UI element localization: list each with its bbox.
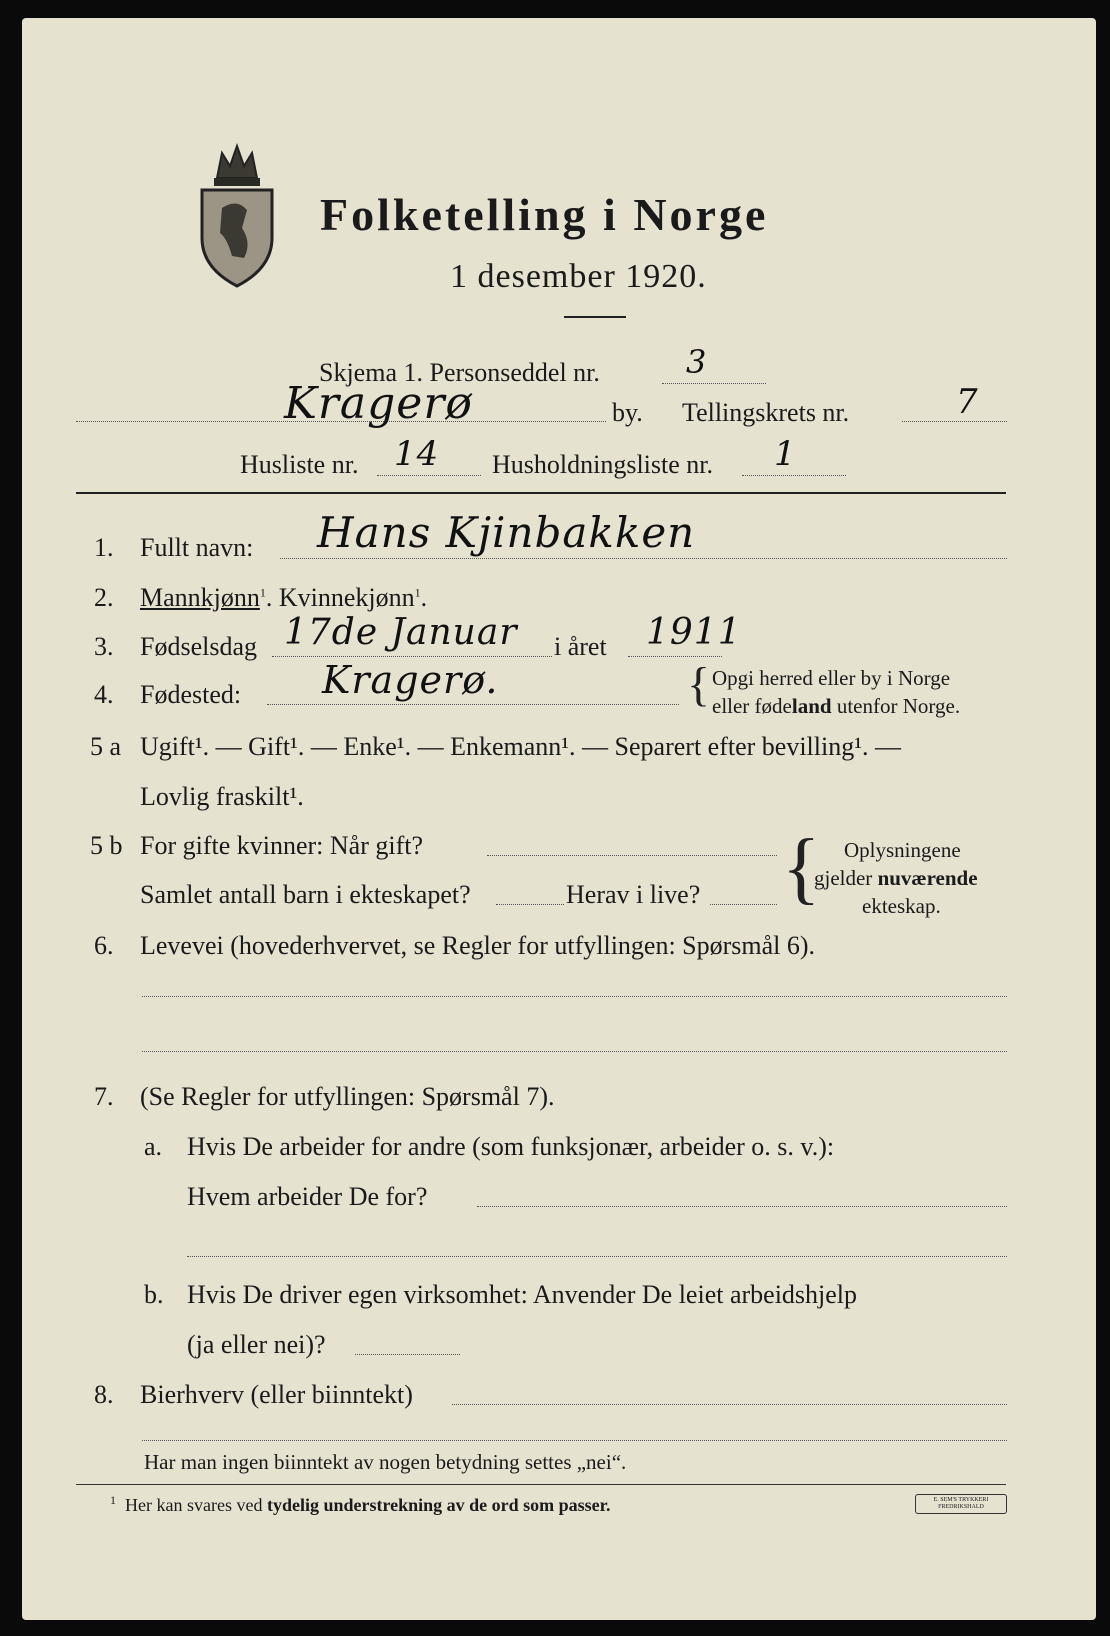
q4-line — [267, 704, 679, 705]
q2-number: 2. — [94, 583, 114, 612]
q3-year-line — [628, 656, 722, 657]
female-option[interactable]: Kvinnekjønn — [278, 583, 415, 612]
note-nei: Har man ingen biinntekt av nogen betydning settes „nei“. — [144, 1450, 627, 1474]
q6-label: Levevei (hovederhvervet, se Regler for utfyllingen: Spørsmål 6). — [140, 931, 816, 960]
q7b-line — [355, 1354, 460, 1355]
q8-line2 — [142, 1440, 1007, 1441]
q5a-options-line2[interactable]: Lovlig fraskilt¹. — [140, 782, 304, 811]
personseddel-value[interactable]: 3 — [686, 343, 708, 381]
q5b-children-label: Samlet antall barn i ekteskapet? — [140, 880, 471, 909]
q5a-options[interactable]: Ugift¹. — Gift¹. — Enke¹. — Enkemann¹. — Separert efter bevilling¹. — — [140, 732, 902, 761]
q4-number: 4. — [94, 680, 114, 709]
q7b-number: b. — [144, 1280, 164, 1309]
q6-line2 — [142, 1051, 1007, 1052]
q5b-brace: { — [782, 824, 821, 912]
husholdningsliste-value[interactable]: 1 — [774, 434, 797, 474]
q8-number: 8. — [94, 1380, 114, 1409]
q3-number: 3. — [94, 632, 114, 661]
q5b-number: 5 b — [90, 831, 123, 860]
q3-line — [272, 656, 552, 657]
q7a-number: a. — [144, 1132, 163, 1161]
q4-note-line2: eller fødeland utenfor Norge. — [712, 694, 961, 718]
birthplace-value[interactable]: Kragerø. — [322, 658, 499, 702]
q7a-extra-line — [187, 1256, 1007, 1257]
q8-line — [452, 1404, 1007, 1405]
q3-year-label: i året — [554, 632, 607, 661]
full-name-value[interactable]: Hans Kjinbakken — [317, 508, 696, 557]
q6-number: 6. — [94, 931, 114, 960]
q1-label: Fullt navn: — [140, 533, 254, 562]
q5b-note2: gjelder nuværende — [814, 866, 978, 890]
header-divider — [76, 492, 1006, 494]
form-title: Folketelling i Norge — [320, 189, 769, 240]
birth-year-value[interactable]: 1911 — [646, 612, 742, 653]
q5a-number: 5 a — [90, 732, 122, 761]
q7-label: (Se Regler for utfyllingen: Spørsmål 7). — [140, 1082, 555, 1111]
q7b-line1: Hvis De driver egen virksomhet: Anvender De leiet arbeidshjelp — [187, 1280, 858, 1309]
q5b-children-line — [496, 904, 564, 905]
skjema-label: Skjema 1. Personseddel nr. — [319, 358, 600, 387]
q5b-alive-line — [710, 904, 777, 905]
q1-line — [280, 558, 1007, 559]
skjema-line — [662, 383, 766, 384]
printer-stamp: E. SEM'S TRYKKERI FREDRIKSHALD — [915, 1494, 1007, 1514]
q3-label: Fødselsdag — [140, 632, 257, 661]
q2-sex-options: Mannkjønn$^1$. Kvinnekjønn$^1$. — [140, 583, 428, 612]
tellingskrets-label: Tellingskrets nr. — [682, 398, 850, 427]
q6-line1 — [142, 996, 1007, 997]
q7a-line2: Hvem arbeider De for? — [187, 1182, 428, 1211]
q1-number: 1. — [94, 533, 114, 562]
footnote: $^1$ Her kan svares ved tydelig understrekning av de ord som passer. — [110, 1493, 611, 1515]
male-option[interactable]: Mannkjønn — [140, 583, 260, 612]
title-divider — [564, 316, 626, 318]
husholdningsliste-label: Husholdningsliste nr. — [492, 450, 714, 479]
husliste-line — [377, 475, 481, 476]
q8-label: Bierhverv (eller biinntekt) — [140, 1380, 413, 1409]
place-value[interactable]: Kragerø — [284, 378, 473, 429]
husholdningsliste-line — [742, 475, 846, 476]
husliste-label: Husliste nr. — [240, 450, 359, 479]
q4-note-line1: Opgi herred eller by i Norge — [712, 666, 951, 690]
q5b-married-line — [487, 855, 777, 856]
q7-number: 7. — [94, 1082, 114, 1111]
census-form — [22, 18, 1096, 1620]
norway-coat-of-arms-icon — [192, 138, 282, 288]
q7b-line2: (ja eller nei)? — [187, 1330, 326, 1359]
q4-label: Fødested: — [140, 680, 242, 709]
tellingskrets-value[interactable]: 7 — [956, 382, 979, 422]
by-label: by. — [612, 398, 643, 427]
q5b-alive-label: Herav i live? — [566, 880, 701, 909]
q4-brace: { — [687, 658, 711, 711]
footer-divider — [76, 1484, 1006, 1485]
q7a-line — [477, 1206, 1007, 1207]
q5b-note1: Oplysningene — [844, 838, 961, 862]
q5b-line1: For gifte kvinner: Når gift? — [140, 831, 424, 860]
tellingskrets-line — [902, 421, 1007, 422]
census-date: 1 desember 1920. — [450, 258, 707, 295]
husliste-value[interactable]: 14 — [394, 434, 440, 474]
birthday-value[interactable]: 17de Januar — [284, 612, 518, 653]
q5b-note3: ekteskap. — [862, 894, 941, 918]
q7a-line1: Hvis De arbeider for andre (som funksjonær, arbeider o. s. v.): — [187, 1132, 835, 1161]
